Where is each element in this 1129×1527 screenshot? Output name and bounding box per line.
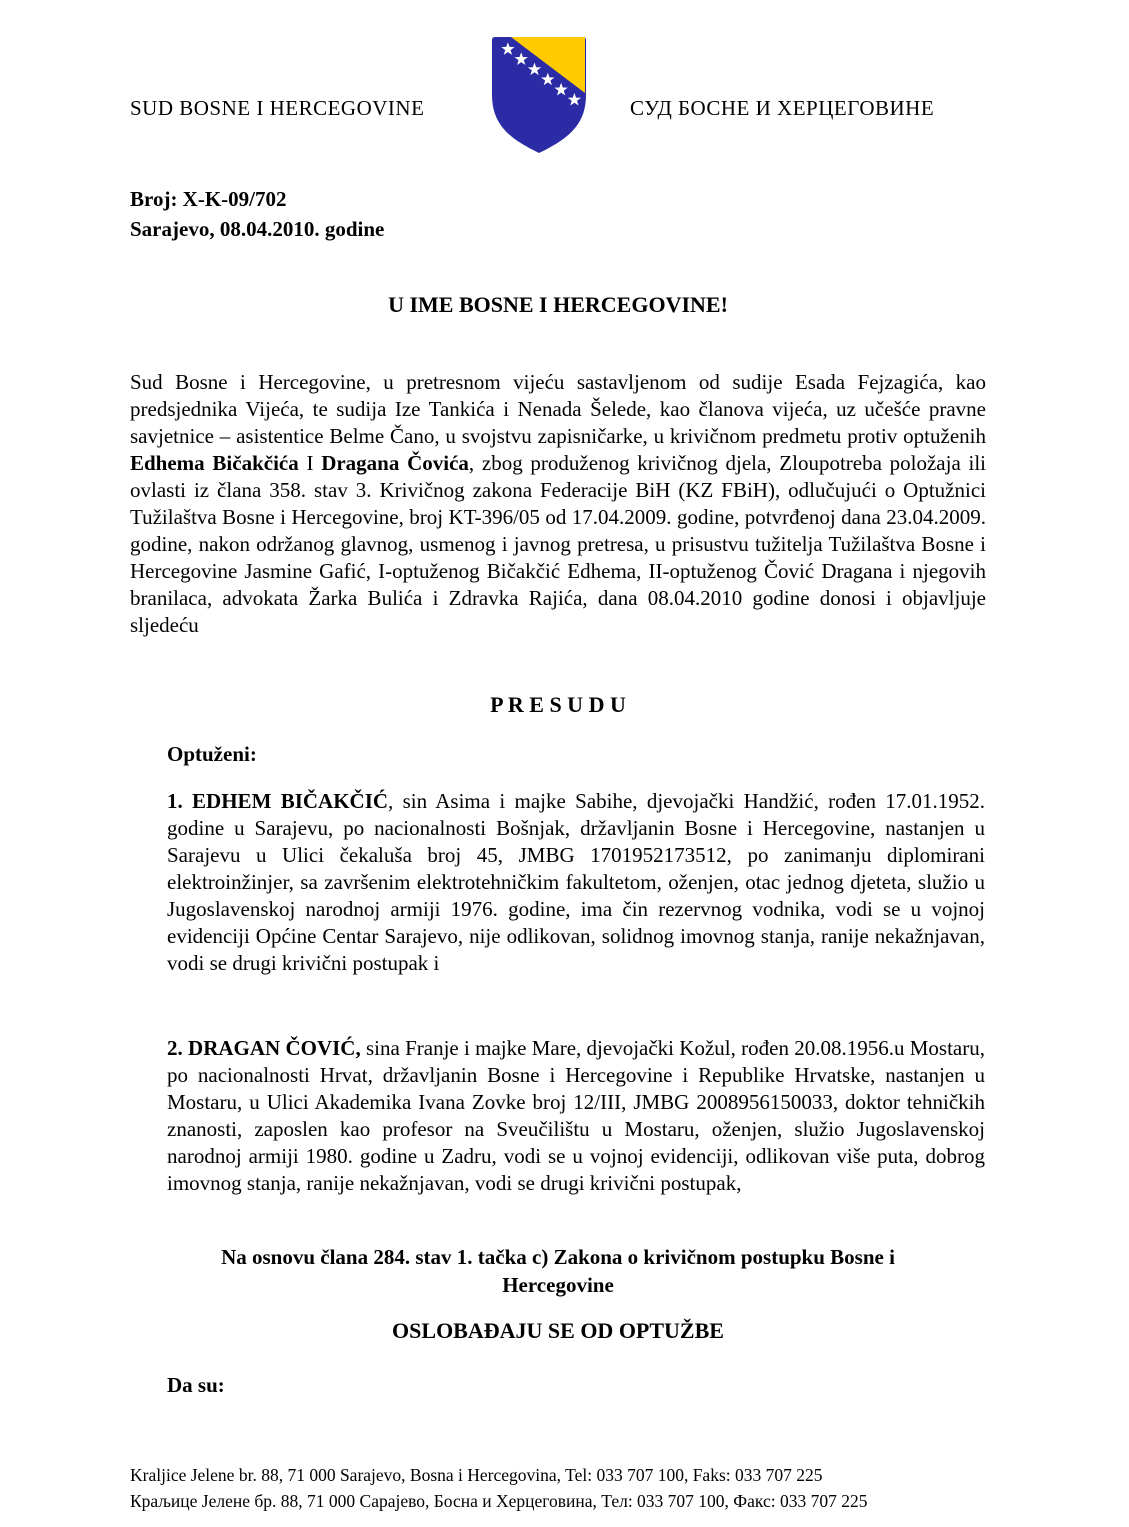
intro-text-after-names: , zbog produženog krivičnog djela, Zloupotreba položaja ili ovlasti iz člana 358. stav 3. Krivičnog zakona Federacije BiH (KZ FBiH), odlučujući o Optužnici Tužilaštva Bosne i Hercegovine, broj KT-396/05 od 17.04.2009. godine, potvrđenoj dana 23.04.2009. godine, nakon održanog glavnog, usmenog i javnog pretresa, u prisustvu tužitelja Tužilaštva Bosne i Hercegovine Jasmine Gafić, I-optuženog Bičakčić Edhema, II-optuženog Čović Dragana i njegovih branilaca, advokata Žarka Bulića i Zdravka Rajića, dana 08.04.2010 godine donosi i objavljuje sljedeću	[130, 451, 987, 637]
accused-name-2: Dragana Čovića	[321, 451, 469, 475]
page-footer	[130, 1462, 867, 1514]
footer-address-cyrillic: Краљице Јелене бр. 88, 71 000 Сарајево, Босна и Херцеговина, Тел: 033 707 100, Факс: 033 707 225	[130, 1491, 868, 1511]
defendant-1-paragraph	[167, 788, 985, 977]
bih-coat-of-arms-icon	[488, 33, 590, 157]
defendant-2-details: sina Franje i majke Mare, djevojački Kožul, rođen 20.08.1956.u Mostaru, po nacionalnosti Hrvat, državljanin Bosne i Hercegovine i Republike Hrvatske, nastanjen u Mostaru, u Ulici Akademika Ivana Zovke broj 12/III, JMBG 2008956150033, doktor tehničkih znanosti, zaposlen kao profesor na Sveučilištu u Mostaru, oženjen, služio Jugoslavenskoj narodnoj armiji 1980. godine u Zadru, vodi se u vojnoj evidenciji, odlikovan više puta, dobrog imovnog stanja, ranije nekažnjavan, vodi se drugi krivični postupak,	[167, 1036, 985, 1195]
legal-basis	[130, 1243, 986, 1299]
court-name-latin: SUD BOSNE I HERCEGOVINE	[130, 96, 425, 120]
document-title: U IME BOSNE I HERCEGOVINE!	[388, 292, 728, 317]
defendant-2-name: 2. DRAGAN ČOVIĆ,	[167, 1036, 361, 1060]
verdict-heading: P R E S U D U	[490, 692, 626, 717]
intro-paragraph	[130, 369, 986, 639]
acquittal-heading: OSLOBAĐAJU SE OD OPTUŽBE	[392, 1318, 724, 1343]
case-number: Broj: X-K-09/702	[130, 187, 287, 211]
accused-name-1: Edhema Bičakčića	[130, 451, 299, 475]
intro-text-before-names: Sud Bosne i Hercegovine, u pretresnom vijeću sastavljenom od sudije Esada Fejzagića, kao predsjednika Vijeća, te sudija Ize Tankića i Nenada Šelede, kao članova vijeća, uz učešće pravne savjetnice – asistentice Belme Čano, u svojstvu zapisničarke, u krivičnom predmetu protiv optuženih	[130, 370, 986, 448]
case-place-date: Sarajevo, 08.04.2010. godine	[130, 217, 385, 241]
intro-conjunction: I	[298, 451, 322, 475]
footer-address-latin: Kraljice Jelene br. 88, 71 000 Sarajevo, Bosna i Hercegovina, Tel: 033 707 100, Faks: 033 707 225	[130, 1465, 823, 1485]
legal-basis-line2: Hercegovine	[502, 1273, 614, 1297]
case-info-block	[130, 184, 384, 244]
closing-label: Da su:	[167, 1373, 225, 1397]
legal-basis-line1: Na osnovu člana 284. stav 1. tačka c) Zakona o krivičnom postupku Bosne i	[221, 1245, 895, 1269]
defendant-2-paragraph	[167, 1035, 985, 1197]
accused-label: Optuženi:	[167, 742, 257, 766]
court-name-cyrillic: СУД БОСНЕ И ХЕРЦЕГОВИНЕ	[630, 96, 935, 120]
defendant-1-details: , sin Asima i majke Sabihe, djevojački Handžić, rođen 17.01.1952. godine u Sarajevu, po nacionalnosti Bošnjak, državljanin Bosne i Hercegovine, nastanjen u Sarajevu u Ulici čekaluša broj 45, JMBG 1701952173512, po zanimanju diplomirani elektroinžinjer, sa završenim elektrotehničkim fakultetom, oženjen, otac jednog djeteta, služio u Jugoslavenskoj narodnoj armiji 1976. godine, ima čin rezervnog vodnika, vodi se u vojnoj evidenciji Općine Centar Sarajevo, nije odlikovan, solidnog imovnog stanja, ranije nekažnjavan, vodi se drugi krivični postupak i	[167, 789, 986, 975]
defendant-1-name: 1. EDHEM BIČAKČIĆ	[167, 789, 389, 813]
